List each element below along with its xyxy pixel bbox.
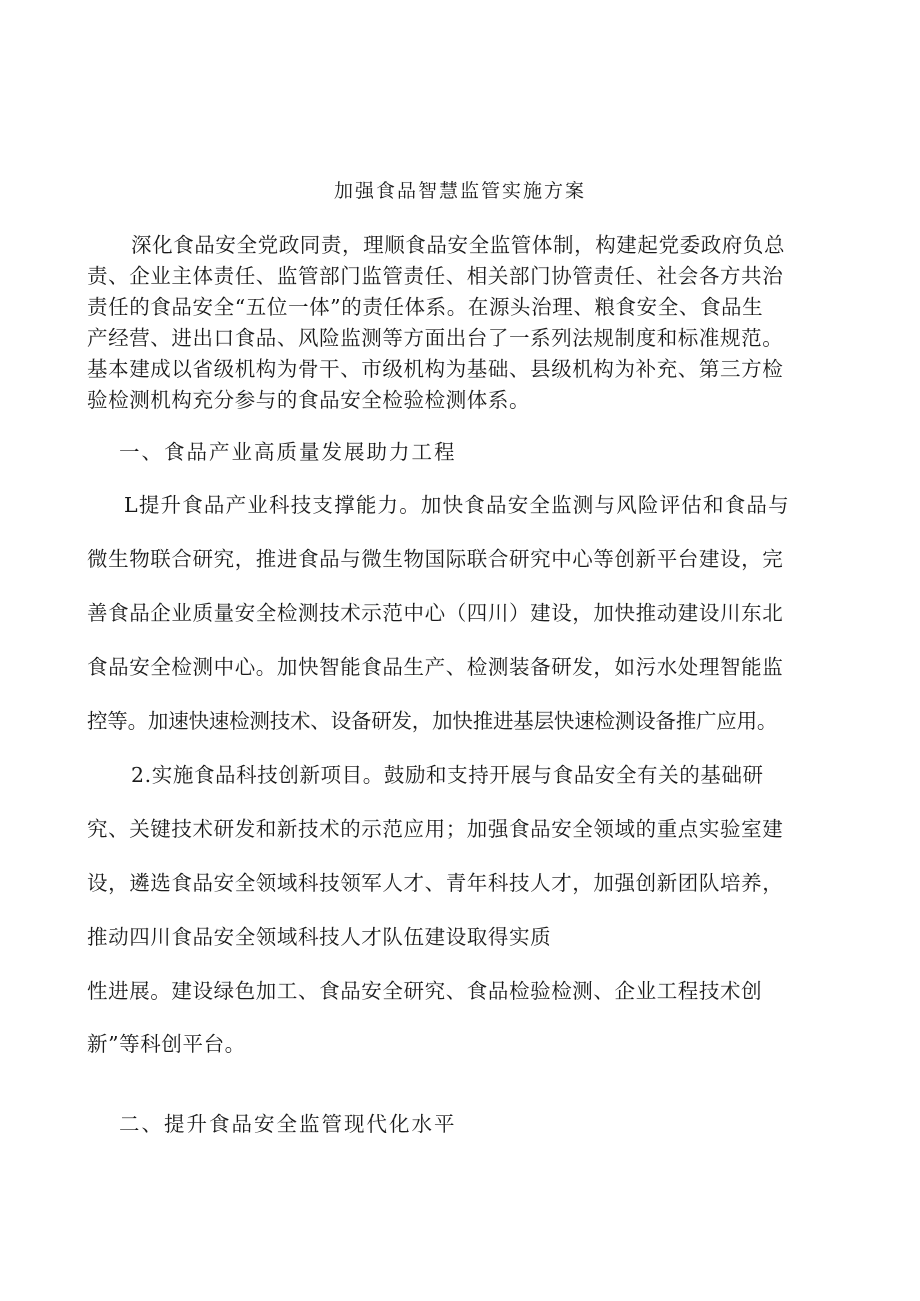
intro-line: 责任的食品安全“五位一体”的责任体系。在源头治理、粮食安全、食品生 xyxy=(87,295,764,319)
item1-line: 善食品企业质量安全检测技术示范中心（四川）建设，加快推动建设川东北 xyxy=(87,601,784,625)
item2-line: 2.实施食品科技创新项目。鼓励和支持开展与食品安全有关的基础研 xyxy=(131,763,764,787)
section-heading: 一、食品产业高质量发展助力工程 xyxy=(119,440,457,464)
item2-line: 究、关键技术研发和新技术的示范应用；加强食品安全领域的重点实验室建 xyxy=(87,817,784,841)
intro-line: 责、企业主体责任、监管部门监管责任、相关部门协管责任、社会各方共治 xyxy=(87,264,784,288)
intro-line: 产经营、进出口食品、风险监测等方面出台了一系列法规制度和标准规范。 xyxy=(87,326,784,350)
item1-line: 控等。加速快速检测技术、设备研发，加快推进基层快速检测设备推广应用。 xyxy=(87,709,778,733)
document-title: 加强食品智慧监管实施方案 xyxy=(333,180,586,202)
item2-line: 性进展。建设绿色加工、食品安全研究、食品检验检测、企业工程技术创 xyxy=(87,979,763,1003)
intro-line: 深化食品安全党政同责，理顺食品安全监管体制，构建起党委政府负总 xyxy=(131,233,786,257)
item1-line: L提升食品产业科技支撑能力。加快食品安全监测与风险评估和食品与 xyxy=(124,493,790,517)
item2-line: 新”等科创平台。 xyxy=(87,1032,246,1056)
item1-line: 食品安全检测中心。加快智能食品生产、检测装备研发，如污水处理智能监 xyxy=(87,655,784,679)
item1-line: 微生物联合研究，推进食品与微生物国际联合研究中心等创新平台建设，完 xyxy=(87,547,784,571)
intro-line: 验检测机构充分参与的食品安全检验检测体系。 xyxy=(87,388,531,412)
item2-line: 设，遴选食品安全领域科技领军人才、青年科技人才，加强创新团队培养， xyxy=(87,871,784,895)
item2-line: 推动四川食品安全领域科技人才队伍建设取得实质 xyxy=(87,925,552,949)
intro-line: 基本建成以省级机构为骨干、市级机构为基础、县级机构为补充、第三方检 xyxy=(87,357,784,381)
section-heading: 二、提升食品安全监管现代化水平 xyxy=(119,1112,457,1136)
